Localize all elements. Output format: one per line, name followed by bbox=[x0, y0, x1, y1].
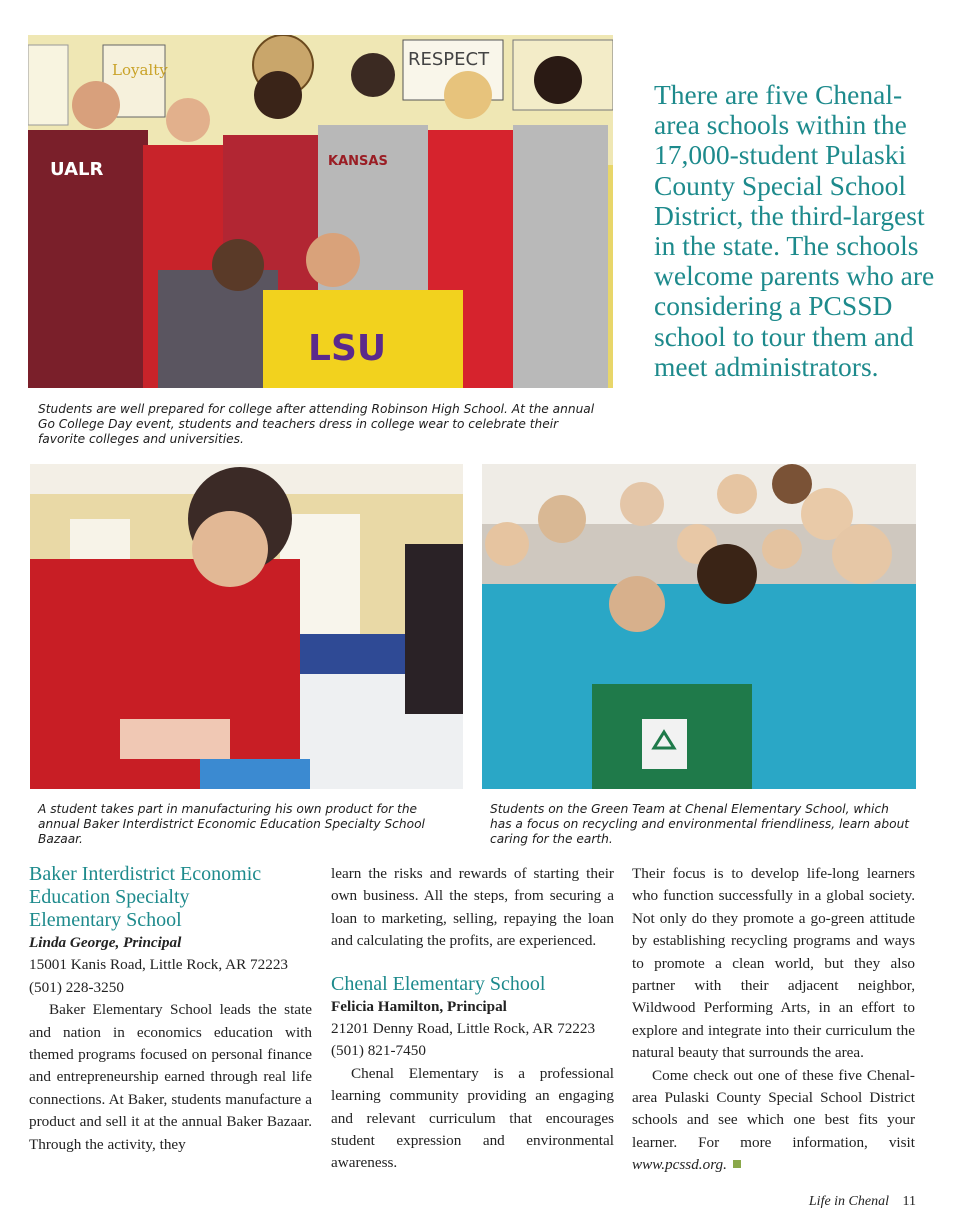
body-chenal-continued: Their focus is to develop life-long learners who function successfully in a global society. Not only do they promote a go-green attitude by establishing recycling programs and ways to promote a clean world, but they also partner with their adjacent neighbor, Wildwood Performing Arts, in an effort to explore and integrate into their curriculum the natural beauty that surrounds the area. bbox=[632, 865, 915, 1062]
end-mark-icon bbox=[733, 1160, 741, 1168]
sign-loyalty: Loyalty bbox=[112, 61, 168, 79]
body-chenal: Chenal Elementary is a professional learning community providing an engaging and relevant curriculum that encourages student expression and environmental awareness. bbox=[331, 1064, 614, 1172]
shirt-ualr: UALR bbox=[50, 159, 104, 180]
heading-baker-line-3: Elementary School bbox=[29, 909, 182, 931]
caption-green-team: Students on the Green Team at Chenal Elementary School, which has a focus on recycling and environmental friendliness, learn about caring for the earth. bbox=[490, 802, 910, 846]
phone-baker: (501) 228-3250 bbox=[29, 978, 124, 996]
heading-baker bbox=[29, 863, 312, 932]
phone-chenal: (501) 821-7450 bbox=[331, 1042, 426, 1060]
principal-baker: Linda George, Principal bbox=[29, 934, 182, 951]
body-baker: Baker Elementary School leads the state and nation in economics education with themed programs focused on personal finance and entrepreneurship earned through real life connections. At Baker, students manufacture a product and sell it at the annual Baker Bazaar. Through the activity, they bbox=[29, 1001, 312, 1153]
column-closing bbox=[632, 863, 915, 1177]
heading-baker-line-2: Education Specialty bbox=[29, 886, 190, 908]
sign-respect: RESPECT bbox=[408, 49, 490, 70]
address-baker: 15001 Kanis Road, Little Rock, AR 72223 bbox=[29, 956, 289, 974]
photo-green-team bbox=[482, 464, 916, 789]
page-number: 11 bbox=[902, 1194, 916, 1209]
photo-baker-bazaar bbox=[30, 464, 463, 789]
heading-baker-line-1: Baker Interdistrict Economic bbox=[29, 863, 262, 885]
website-link[interactable]: www.pcssd.org. bbox=[632, 1156, 727, 1174]
page-footer bbox=[809, 1194, 916, 1210]
magazine-name: Life in Chenal bbox=[808, 1194, 890, 1209]
shirt-kansas: KANSAS bbox=[328, 154, 388, 169]
principal-chenal: Felicia Hamilton, Principal bbox=[331, 997, 507, 1015]
shirt-lsu: LSU bbox=[308, 328, 387, 369]
photo-college-day bbox=[28, 35, 613, 388]
caption-baker-bazaar: A student takes part in manufacturing his own product for the annual Baker Interdistrict Economic Education Specialty School Bazaar. bbox=[38, 802, 425, 846]
address-chenal: 21201 Denny Road, Little Rock, AR 72223 bbox=[331, 1020, 596, 1038]
body-baker-continued: learn the risks and rewards of starting their own business. All the steps, from securing a loan to marketing, selling, repaying the loan and calculating the profits, are experienced. bbox=[331, 865, 614, 950]
column-chenal bbox=[331, 863, 614, 1175]
closing-paragraph bbox=[632, 1065, 915, 1177]
heading-chenal: Chenal Elementary School bbox=[331, 972, 546, 995]
column-baker bbox=[29, 863, 312, 1156]
caption-college-day: Students are well prepared for college after attending Robinson High School. At the annual Go College Day event, students and teachers dress in college wear to celebrate their favorite colleges and universities. bbox=[38, 402, 595, 446]
pull-quote: There are five Chenal-area schools within the 17,000-student Pulaski County Special School District, the third-largest in the state. The schools welcome parents who are considering a PCSSD school to tour them and meet administrators. bbox=[654, 79, 935, 382]
closing-text: Come check out one of these five Chenal-area Pulaski County Special School District schools and see which one best fits your learner. For more information, visit bbox=[632, 1066, 915, 1151]
